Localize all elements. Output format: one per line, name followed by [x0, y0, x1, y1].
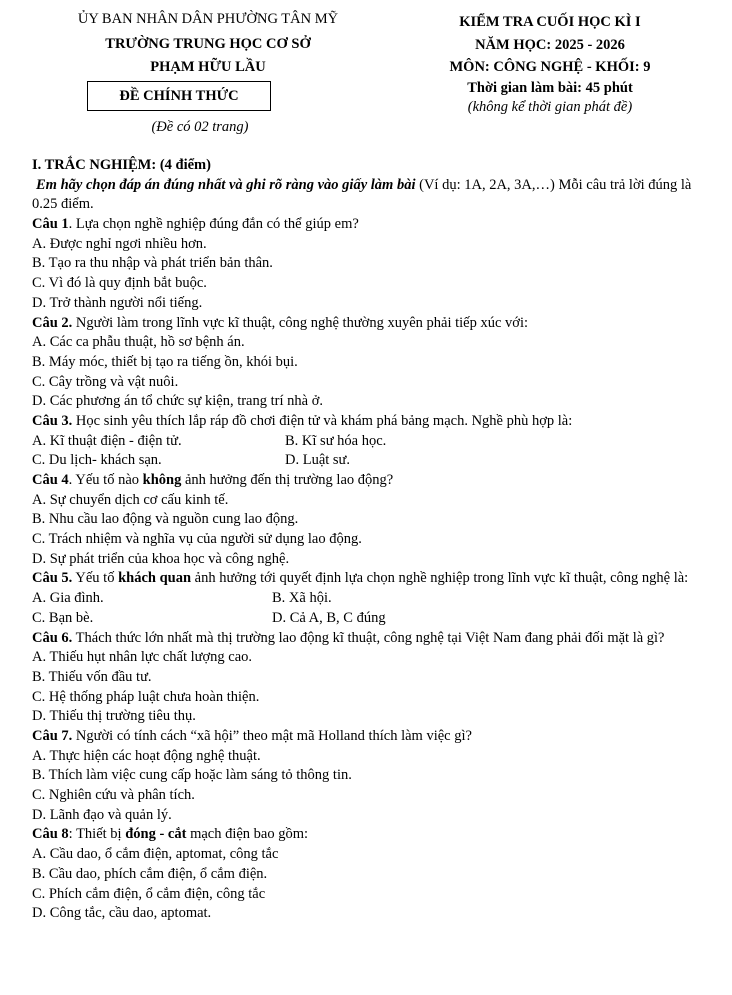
- question-text-emphasis: đóng - cắt: [125, 826, 187, 843]
- question-3: [32, 412, 716, 432]
- q4-option-a: A. Sự chuyển dịch cơ cấu kinh tế.: [32, 491, 229, 508]
- question-text: Học sinh yêu thích lắp ráp đồ chơi điện tử và khám phá bảng mạch. Nghề phù hợp là:: [72, 412, 573, 429]
- q2-option-a: A. Các ca phẫu thuật, hồ sơ bệnh án.: [32, 334, 245, 351]
- section-title: I. TRẮC NGHIỆM: (4 điểm): [32, 157, 211, 173]
- question-5: [32, 569, 716, 589]
- duration-note: (không kể thời gian phát đề): [467, 99, 633, 115]
- question-label: Câu 5.: [32, 570, 73, 587]
- q8-option-d: D. Công tắc, cầu dao, aptomat.: [32, 905, 212, 922]
- school-year: NĂM HỌC: 2025 - 2026: [475, 37, 625, 53]
- exam-title: KIỂM TRA CUỐI HỌC KÌ I: [459, 14, 641, 30]
- official-exam-box: [87, 81, 271, 111]
- q2-option-d: D. Các phương án tổ chức sự kiện, trang trí nhà ở.: [32, 393, 323, 410]
- question-text-emphasis: không: [142, 472, 182, 489]
- question-text: Người có tính cách “xã hội” theo mật mã Holland thích làm việc gì?: [72, 728, 472, 744]
- question-label: Câu 3.: [32, 412, 73, 429]
- q1-option-a: A. Được nghỉ ngơi nhiều hơn.: [32, 235, 207, 252]
- question-label: Câu 1: [32, 216, 69, 233]
- instructions-bold: Em hãy chọn đáp án đúng nhất và ghi rõ ràng vào giấy làm bài: [36, 176, 416, 193]
- q8-option-b: B. Cầu dao, phích cắm điện, ổ cắm điện.: [32, 865, 268, 882]
- question-text: Người làm trong lĩnh vực kĩ thuật, công nghệ thường xuyên phải tiếp xúc với:: [72, 314, 529, 331]
- q7-option-d: D. Lãnh đạo và quản lý.: [32, 806, 172, 823]
- question-label: Câu 8: [32, 826, 69, 843]
- question-text-pre: . Yếu tố nào: [68, 472, 143, 489]
- section-instructions: [32, 176, 716, 215]
- q3-option-d: D. Luật sư.: [285, 452, 351, 469]
- question-text-post: ảnh hưởng tới quyết định lựa chọn nghề nghiệp trong lĩnh vực kĩ thuật, công nghệ là:: [191, 570, 689, 587]
- question-2: [32, 314, 716, 334]
- subject-grade: MÔN: CÔNG NGHỆ - KHỐI: 9: [449, 59, 651, 75]
- q7-option-c: C. Nghiên cứu và phân tích.: [32, 787, 195, 804]
- q5-option-c: C. Bạn bè.: [32, 609, 94, 626]
- question-text-emphasis: khách quan: [118, 570, 192, 587]
- q4-option-b: B. Nhu cầu lao động và nguồn cung lao động.: [32, 511, 299, 528]
- question-label: Câu 7.: [32, 728, 73, 744]
- q2-option-b: B. Máy móc, thiết bị tạo ra tiếng ồn, khói bụi.: [32, 353, 298, 370]
- page-count-note: (Đề có 02 trang): [151, 119, 249, 135]
- q5-options-row-1: [32, 589, 716, 609]
- q7-option-b: B. Thích làm việc cung cấp hoặc làm sáng tỏ thông tin.: [32, 767, 352, 784]
- question-1: [32, 215, 716, 235]
- q3-option-b: B. Kĩ sư hóa học.: [285, 432, 387, 449]
- q1-option-d: D. Trở thành người nổi tiếng.: [32, 294, 203, 311]
- q2-option-c: C. Cây trồng và vật nuôi.: [32, 373, 179, 390]
- q6-option-a: A. Thiếu hụt nhân lực chất lượng cao.: [32, 649, 253, 666]
- school-name-line2: PHẠM HỮU LẦU: [150, 59, 266, 75]
- question-text-pre: : Thiết bị: [68, 826, 126, 843]
- question-7: [32, 727, 716, 747]
- q4-option-c: C. Trách nhiệm và nghĩa vụ của người sử dụng lao động.: [32, 531, 362, 548]
- instructions-rest: (Ví dụ: 1A, 2A, 3A,…) Mỗi câu trả lời đúng là 0.25 điểm.: [32, 176, 692, 213]
- question-text-post: ảnh hưởng đến thị trường lao động?: [181, 472, 394, 489]
- q6-option-d: D. Thiếu thị trường tiêu thụ.: [32, 708, 196, 725]
- question-6: [32, 629, 716, 649]
- q1-option-c: C. Vì đó là quy định bắt buộc.: [32, 275, 207, 292]
- q5-option-a: A. Gia đình.: [32, 590, 104, 607]
- question-label: Câu 4: [32, 472, 69, 489]
- q5-option-d: D. Cả A, B, C đúng: [272, 609, 386, 626]
- q3-option-a: A. Kĩ thuật điện - điện tử.: [32, 432, 182, 449]
- official-exam-label: ĐỀ CHÍNH THỨC: [119, 87, 239, 104]
- q3-options-row-2: [32, 451, 716, 471]
- q6-option-c: C. Hệ thống pháp luật chưa hoàn thiện.: [32, 688, 260, 705]
- question-4: [32, 471, 716, 491]
- question-label: Câu 6.: [32, 629, 73, 646]
- q5-option-b: B. Xã hội.: [272, 590, 332, 607]
- q1-option-b: B. Tạo ra thu nhập và phát triển bản thân.: [32, 255, 273, 272]
- question-label: Câu 2.: [32, 314, 73, 331]
- q4-option-d: D. Sự phát triển của khoa học và công nghệ.: [32, 550, 290, 567]
- question-text: Thách thức lớn nhất mà thị trường lao động kĩ thuật, công nghệ tại Việt Nam đang phải đối mặt là gì?: [72, 629, 665, 646]
- exam-body: [32, 156, 716, 924]
- q5-options-row-2: [32, 609, 716, 629]
- question-8: [32, 825, 716, 845]
- question-text-pre: Yếu tố: [72, 570, 119, 587]
- q8-option-a: A. Cầu dao, ổ cắm điện, aptomat, công tắc: [32, 846, 279, 863]
- school-name-line1: TRƯỜNG TRUNG HỌC CƠ SỞ: [105, 36, 311, 52]
- authority-name: ỦY BAN NHÂN DÂN PHƯỜNG TÂN MỸ: [77, 11, 339, 27]
- q8-option-c: C. Phích cắm điện, ổ cắm điện, công tắc: [32, 885, 266, 902]
- q7-option-a: A. Thực hiện các hoạt động nghệ thuật.: [32, 747, 261, 764]
- q3-options-row-1: [32, 432, 716, 452]
- question-text: . Lựa chọn nghề nghiệp đúng đắn có thể giúp em?: [68, 216, 359, 233]
- q6-option-b: B. Thiếu vốn đầu tư.: [32, 668, 152, 685]
- exam-duration: Thời gian làm bài: 45 phút: [467, 80, 633, 96]
- q3-option-c: C. Du lịch- khách sạn.: [32, 452, 162, 469]
- question-text-post: mạch điện bao gồm:: [186, 826, 309, 843]
